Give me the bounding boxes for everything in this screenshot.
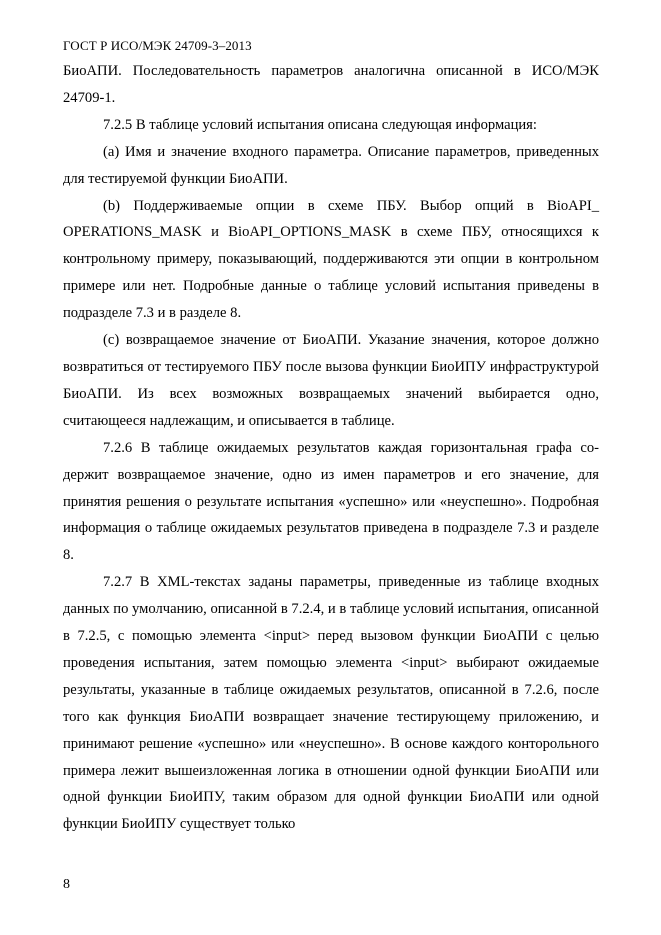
paragraph-7-2-6: 7.2.6 В таблице ожидаемых результатов каждая горизонтальная графа содержит возвращаемое значение, одно из имен параметров и его значение, для принятия решения о результате испытания «успешно» или «неуспешно». Подробная информация о таблице ожидаемых результатов приведена в подразделе 7.3 и разделе 8. bbox=[63, 439, 599, 564]
paragraph-item-c: (c) возвращаемое значение от БиоАПИ. Указание значения, которое должно возвратиться от тестируемого ПБУ после вызова функции БиоИПУ инфраструктурой БиоАПИ. Из всех возможных возвращаемых значений выбирается одно, считающееся надлежащим, и описывается в таблице. bbox=[63, 332, 599, 429]
document-header: ГОСТ Р ИСО/МЭК 24709-3–2013 bbox=[63, 38, 252, 53]
paragraph-item-a: (a) Имя и значение входного параметра. Описание параметров, приведенных для тестируемой функции БиоАПИ. bbox=[63, 143, 599, 187]
document-body bbox=[63, 58, 599, 838]
paragraph-7-2-5: 7.2.5 В таблице условий испытания описана следующая информация: bbox=[103, 116, 537, 133]
page-number: 8 bbox=[63, 877, 70, 892]
paragraph-continuation: БиоАПИ. Последовательность параметров аналогична описанной в ИСО/МЭК 24709-1. bbox=[63, 63, 599, 106]
paragraph-7-2-7: 7.2.7 В XML-текстах заданы параметры, приведенные из таблице входных данных по умолчанию, описанной в 7.2.4, и в таблице условий испытания, описанной в 7.2.5, с помощью элемента <input> перед вызовом функции БиоАПИ с целью проведения испытания, затем помощью элемента <input> выбирают ожидаемые результаты, указанные в таблице ожидаемых результатов, описанной в 7.2.6, после того как функция БиоАПИ возвращает значение тестирующему приложению, и принимают решение «успешно» или «неуспешно». В основе каждого конторольного примера лежит вышеизложенная логика в отношении одной функции БиоАПИ или одной функции БиоИПУ, таким образом для одной функции БиоАПИ или одной функции БиоИПУ существует только bbox=[63, 574, 599, 833]
paragraph-item-b: (b) Поддерживаемые опции в схеме ПБУ. Выбор опций в BioAPI_ OPERATIONS_MASK и BioAPI_OPTIONS_MASK в схеме ПБУ, относящихся к контрольному примеру, показывающий, поддерживаются эти опции в контрольном примере или нет. Подробные данные о таблице условий испытания приведены в подразделе 7.3 и в разделе 8. bbox=[63, 197, 599, 322]
